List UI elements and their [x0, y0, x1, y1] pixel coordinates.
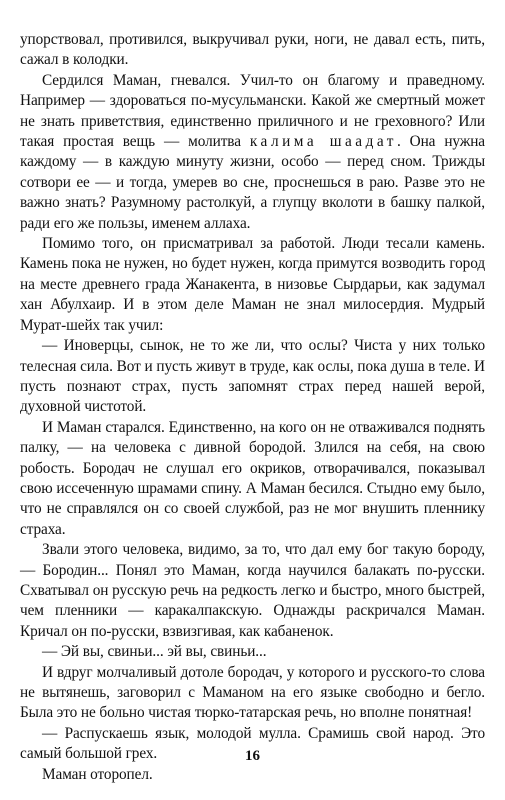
paragraph: Звали этого человека, видимо, за то, что дал ему бог такую бороду, — Бородин... Понял это Маман, когда научился балакать по-русски. Схватывал он русскую речь на редкость легко и быстро, много быстрей, чем пленники — каракалпакскую. Однажды раскричался Маман. Кричал он по-русски, взвизгивая, как кабаненок. — [20, 541, 485, 640]
paragraph-text: . Она нужна каждому — в каждую минуту жизни, особо — перед сном. Трижды сотвори ее — и тогда, умерев во сне, проснешься в раю. Разве это не важно знать? Разумному растолкуй, а глупцу вколоти в башку палкой, ради его же пользы, именем аллаха. — [20, 133, 485, 232]
paragraph: И вдруг молчаливый дотоле бородач, у которого и русского-то слова не вытянешь, заговорил с Маманом на его языке свободно и бегло. Была это не больно чистая тюрко-татарская речь, но вполне понятная! — [20, 663, 485, 722]
paragraph: Маман оторопел. — [42, 765, 153, 783]
dialogue-paragraph: — Иноверцы, сынок, не то же ли, что ослы? Чиста у них только телесная сила. Вот и пусть живут в труде, как ослы, пока душа в теле. И пусть познают страх, пусть запомнят страх перед нашей верой, духовной чистотой. — [20, 337, 485, 416]
paragraph: упорствовал, противился, выкручивал руки, ноги, не давал есть, пить, сажал в колодки. — [20, 31, 485, 69]
prayer-term: калима шаадат — [249, 133, 397, 151]
dialogue-paragraph: — Распускаешь язык, молодой мулла. Срамишь свой народ. Это самый большой грех. — [20, 724, 485, 763]
paragraph-text: Сердился Маман, гневался. Учил-то он благому и праведному. Например — здороваться по-мусульмански. Какой же смертный может не знать приветствия, единственно приличного и не греховного? Или такая простая вещь — молитва — [20, 71, 485, 151]
paragraph — [20, 71, 485, 234]
body-text — [20, 30, 485, 785]
paragraph: И Маман старался. Единственно, на кого он не отваживался поднять палку, — на человека с дивной бородой. Злился на себя, на свою робость. Бородач не слушал его окриков, отворачивался, показывал свою иссеченную шрамами спину. А Маман бесился. Стыдно ему было, что не справлялся он со своей службой, раз не мог внушить пленнику страха. — [20, 418, 485, 538]
dialogue-paragraph: — Эй вы, свиньи... эй вы, свиньи... — [42, 643, 267, 661]
paragraph: Помимо того, он присматривал за работой. Люди тесали камень. Камень пока не нужен, но будет нужен, когда примутся возводить город на месте древнего града Жанакента, в низовье Сырдарьи, как задумал хан Абулхаир. И в этом деле Маман не знал милосердия. Мудрый Мурат-шейх так учил: — [20, 235, 485, 334]
page-number: 16 — [245, 748, 260, 764]
book-page — [20, 30, 485, 783]
